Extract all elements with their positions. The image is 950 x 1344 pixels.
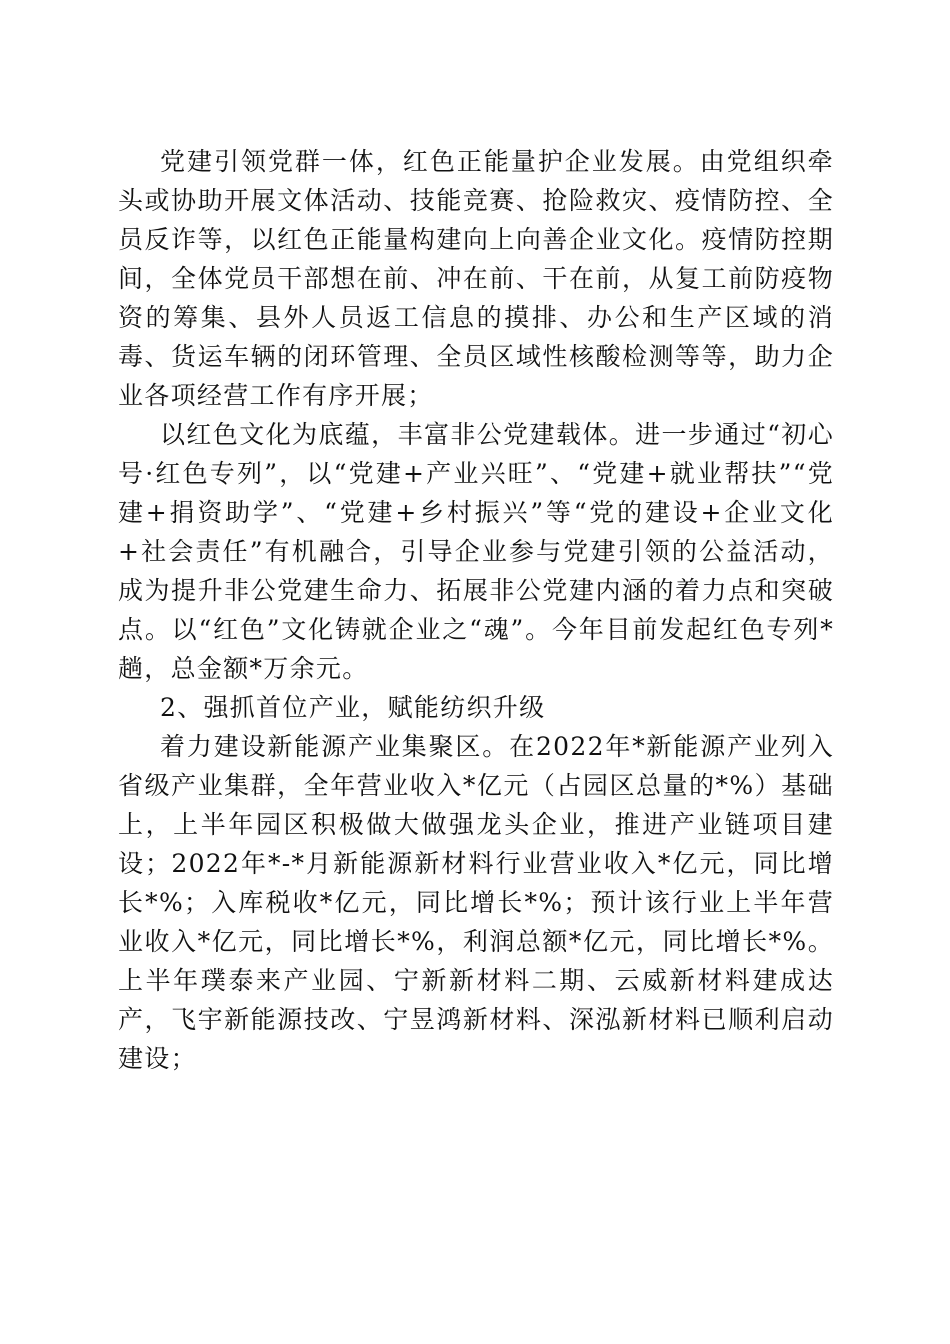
paragraph-party-building: 党建引领党群一体，红色正能量护企业发展。由党组织牵头或协助开展文体活动、技能竞赛、抢险救灾、疫情防控、全员反诈等，以红色正能量构建向上向善企业文化。疫情防控期间，全体党员干部想在前、冲在前、干在前，从复工前防疫物资的筹集、县外人员返工信息的摸排、办公和生产区域的消毒、货运车辆的闭环管理、全员区域性核酸检测等等，助力企业各项经营工作有序开展； bbox=[118, 147, 834, 410]
paragraph-new-energy: 着力建设新能源产业集聚区。在2022年*新能源产业列入省级产业集群，全年营业收入*亿元（占园区总量的*%）基础上，上半年园区积极做大做强龙头企业，推进产业链项目建设；2022年*-*月新能源新材料行业营业收入*亿元，同比增长*%；入库税收*亿元，同比增长*%；预计该行业上半年营业收入*亿元，同比增长*%，利润总额*亿元，同比增长*%。上半年璞泰来产业园、宁新新材料二期、云威新材料建成达产，飞宇新能源技改、宁昱鸿新材料、深泓新材料已顺利启动建设； bbox=[118, 732, 834, 1073]
section-heading: 2、强抓首位产业，赋能纺织升级 bbox=[160, 693, 546, 722]
paragraph-red-culture: 以红色文化为底蕴，丰富非公党建载体。进一步通过“初心号·红色专列”，以“党建+产业兴旺”、“党建+就业帮扶”“党建+捐资助学”、“党建+乡村振兴”等“党的建设+企业文化+社会责任”有机融合，引导企业参与党建引领的公益活动，成为提升非公党建生命力、拓展非公党建内涵的着力点和突破点。以“红色”文化铸就企业之“魂”。今年目前发起红色专列*趟，总金额*万余元。 bbox=[118, 420, 834, 683]
document-body bbox=[118, 142, 834, 1078]
